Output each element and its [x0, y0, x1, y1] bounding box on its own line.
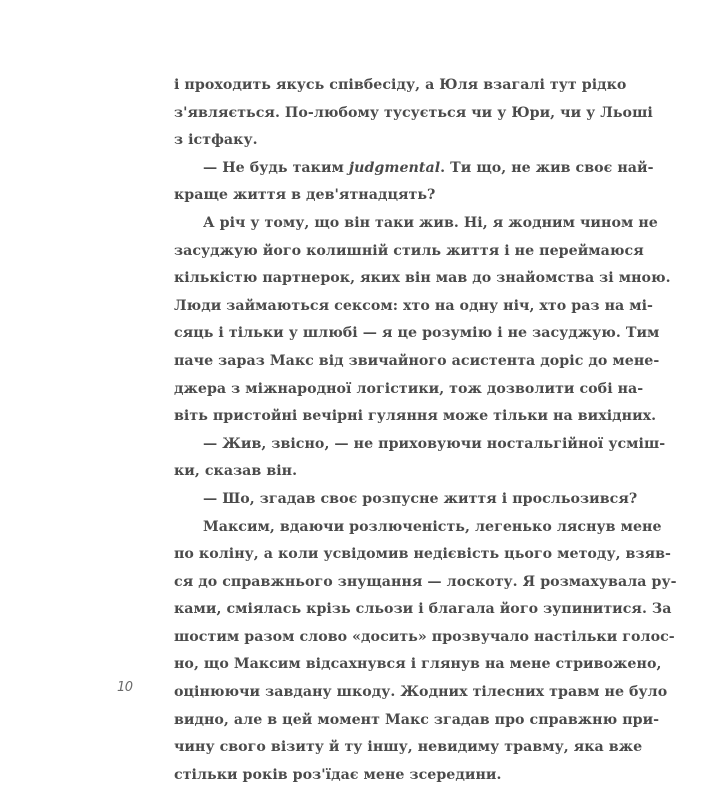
- dialogue-line: [174, 155, 654, 183]
- paragraph-start-line: А річ у тому, що він таки жив. Ні, я жодним чином не: [203, 214, 658, 231]
- paragraph-start-line: Максим, вдаючи розлюченість, легенько ляснув мене: [203, 518, 662, 535]
- page-number: 10: [117, 680, 133, 695]
- body-text: [174, 72, 677, 789]
- text-line: шостим разом слово «досить» прозвучало настільки голос-: [174, 628, 675, 645]
- text-line: і проходить якусь співбесіду, а Юля взагалі тут рідко: [174, 77, 627, 93]
- italic-word: judgmental: [348, 159, 441, 176]
- text-line: засуджую його колишній стиль життя і не переймаюся: [174, 242, 644, 259]
- text-line: ками, сміялась крізь сльози і благала його зупинитися. За: [174, 601, 672, 618]
- text-line: оцінюючи завдану шкоду. Жодних тілесних травм не було: [174, 684, 668, 701]
- text-line: но, що Максим відсахнувся і глянув на мене стривожено,: [174, 656, 662, 673]
- dialogue-text: . Ти що, не жив своє най-: [440, 159, 654, 176]
- text-line: стільки років роз'їдає мене зсередини.: [174, 766, 502, 783]
- text-line: віть пристойні вечірні гуляння може тільки на вихідних.: [174, 408, 657, 425]
- text-line: джера з міжнародної логістики, тож дозволити собі на-: [174, 380, 644, 397]
- text-line: паче зараз Макс від звичайного асистента доріс до мене-: [174, 352, 660, 369]
- text-line: ся до справжнього знущання — лоскоту. Я розмахувала ру-: [174, 573, 677, 590]
- text-line: з істфаку.: [174, 132, 258, 149]
- text-line: ки, сказав він.: [174, 463, 298, 480]
- text-line: краще життя в дев'ятнадцять?: [174, 187, 436, 204]
- text-line: чину свого візиту й ту іншу, невидиму травму, яка вже: [174, 739, 643, 756]
- dialogue-line: — Шо, згадав своє розпусне життя і просльозився?: [203, 490, 638, 507]
- text-line: з'являється. По-любому тусується чи у Юри, чи у Льоші: [174, 104, 653, 121]
- text-line: видно, але в цей момент Макс згадав про справжню при-: [174, 711, 660, 728]
- dialogue-line: — Жив, звісно, — не приховуючи ностальгійної усміш-: [203, 435, 666, 452]
- dialogue-text: — Не будь таким: [203, 159, 349, 176]
- text-line: по коліну, а коли усвідомив недієвість цього методу, взяв-: [174, 546, 671, 563]
- text-line: сяць і тільки у шлюбі — я це розумію і не засуджую. Тим: [174, 325, 660, 342]
- text-line: Люди займаються сексом: хто на одну ніч, хто раз на мі-: [174, 297, 653, 314]
- text-line: кількістю партнерок, яких він мав до знайомства зі мною.: [174, 270, 671, 287]
